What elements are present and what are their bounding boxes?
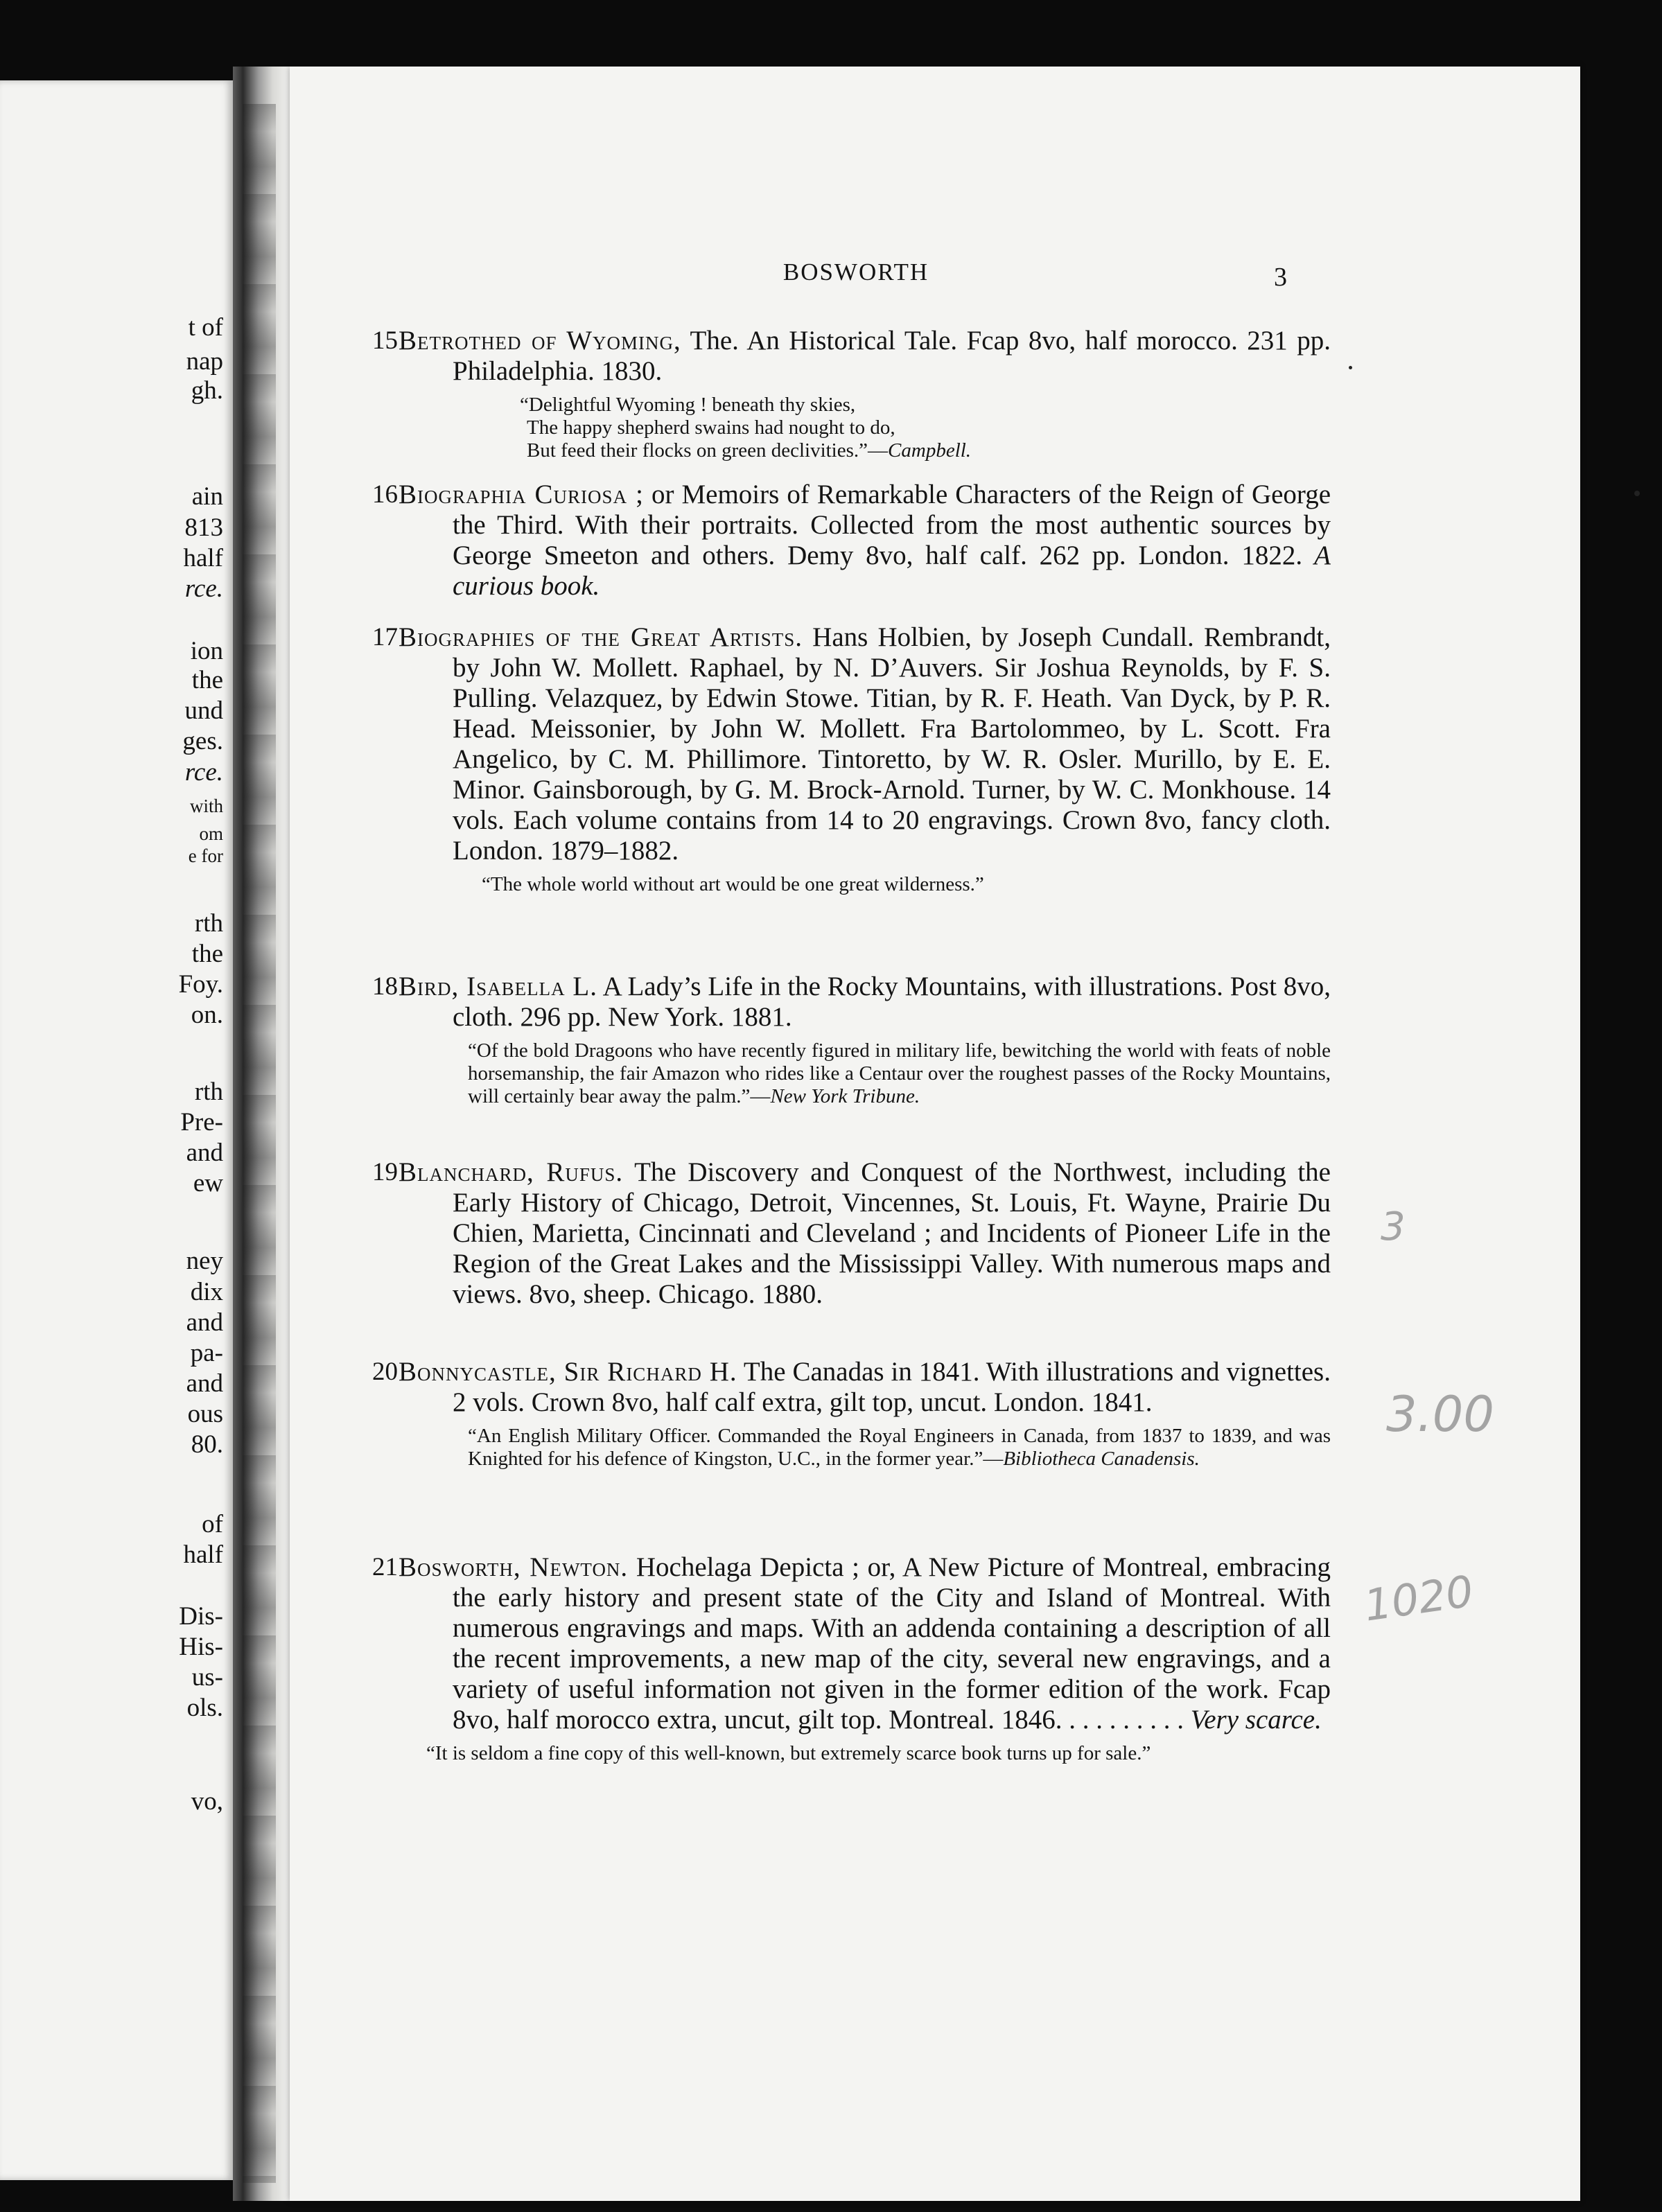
catalogue-entry: [372, 622, 1331, 896]
previous-page-text-fragment: rth: [194, 909, 223, 938]
previous-page-text-fragment: Dis-: [179, 1602, 223, 1631]
entry-heading: Blanchard, Rufus.: [399, 1157, 624, 1187]
previous-page-edge: [0, 80, 233, 2180]
previous-page-text-fragment: nap: [186, 347, 223, 376]
quote-line: “Delightful Wyoming ! beneath thy skies,: [520, 394, 856, 416]
catalogue-entry: [372, 480, 1331, 602]
previous-page-text-fragment: Foy.: [178, 970, 223, 999]
previous-page-text-fragment: and: [186, 1369, 223, 1398]
entry-number: 16: [372, 480, 398, 509]
gutter-shadow: [243, 104, 276, 2183]
previous-page-text-fragment: us-: [191, 1663, 223, 1692]
dust-speck: [1349, 366, 1352, 369]
quote-source: Campbell.: [888, 439, 972, 462]
previous-page-text-fragment: the: [191, 666, 223, 694]
entry-text: The Canadas in 1841. With illustrations and vignettes. 2 vols. Crown 8vo, half calf extra, gilt top, uncut. London. 1841.: [453, 1357, 1331, 1417]
previous-page-text-fragment: ges.: [182, 727, 223, 755]
entry-quote: [520, 394, 1331, 462]
entry-heading: Biographia Curiosa ;: [399, 480, 644, 509]
quote-line: The happy shepherd swains had nought to do,: [527, 416, 895, 439]
entry-description: [399, 622, 1331, 866]
pencil-annotation: 1020: [1361, 1565, 1477, 1631]
previous-page-text-fragment: om: [199, 823, 223, 844]
dust-speck: [1634, 491, 1640, 496]
catalogue-entry: [372, 1157, 1331, 1310]
previous-page-text-fragment: and: [186, 1139, 223, 1167]
previous-page-text-fragment: ols.: [186, 1694, 223, 1722]
previous-page-text-fragment: Pre-: [180, 1108, 223, 1136]
previous-page-text-fragment: dix: [190, 1278, 223, 1306]
previous-page-text-fragment: vo,: [191, 1787, 223, 1816]
previous-page-text-fragment: t of: [188, 313, 223, 342]
entry-heading: Bosworth, Newton.: [399, 1552, 629, 1582]
previous-page-text-fragment: ew: [193, 1169, 223, 1197]
previous-page-text-fragment: ney: [186, 1247, 223, 1275]
previous-page-text-fragment: und: [184, 696, 223, 725]
previous-page-text-fragment: His-: [179, 1633, 223, 1661]
catalogue-entry: [372, 972, 1331, 1108]
page-number: 3: [1274, 263, 1287, 292]
entry-text: A Lady’s Life in the Rocky Mountains, with illustrations. Post 8vo, cloth. 296 pp. New York. 1881.: [453, 972, 1331, 1032]
previous-page-text-fragment: ain: [191, 482, 223, 511]
quote-source: New York Tribune.: [770, 1085, 920, 1107]
previous-page-text-fragment: rth: [194, 1078, 223, 1106]
previous-page-text-fragment: 813: [184, 514, 223, 542]
entry-description: [399, 1357, 1331, 1418]
quote-text: “An English Military Officer. Commanded the Royal Engineers in Canada, from 1837 to 1839, and was Knighted for his defence of Kingston, U.C., in the former year.”—: [468, 1425, 1331, 1470]
previous-page-text-fragment: and: [186, 1308, 223, 1337]
entry-description: [399, 480, 1331, 602]
entry-note: A curious book.: [453, 541, 1331, 601]
entry-quote: “It is seldom a fine copy of this well-known, but extremely scarce book turns up for sale.”: [426, 1742, 1151, 1764]
catalogue-entry: [372, 1552, 1331, 1765]
catalogue-entry: [372, 1357, 1331, 1471]
entry-number: 18: [372, 972, 398, 1001]
entry-heading: Betrothed of Wyoming,: [399, 326, 681, 356]
entry-quote: [468, 1039, 1331, 1108]
entry-text: or Memoirs of Remarkable Characters of the Reign of George the Third. With their portraits. Collected from the most authentic sources by George Smeeton and others. Demy 8vo, half calf. 262 pp. London. 1822.: [453, 480, 1331, 570]
entry-text: Hochelaga Depicta ; or, A New Picture of Montreal, embracing the early history and present state of the City and Island of Montreal. With numerous engravings and maps. With an addenda containing a description of all the recent improvements, a new map of the city, several new engravings, and a variety of useful information not given in the former edition of the work. Fcap 8vo, half morocco extra, uncut, gilt top. Montreal. 1846. . . . . . . . . .: [453, 1552, 1331, 1735]
quote-source: Bibliotheca Canadensis.: [1003, 1448, 1200, 1470]
entry-number: 19: [372, 1158, 398, 1186]
entry-number: 17: [372, 623, 398, 651]
previous-page-text-fragment: half: [183, 544, 223, 572]
entry-heading: Bird, Isabella L.: [399, 972, 597, 1001]
previous-page-text-fragment: rce.: [184, 574, 223, 603]
previous-page-text-fragment: with: [189, 796, 223, 816]
entry-number: 15: [372, 326, 398, 355]
catalogue-entry: [372, 326, 1331, 462]
previous-page-text-fragment: ion: [190, 637, 223, 665]
entry-text: The. An Historical Tale. Fcap 8vo, half morocco. 231 pp. Philadelphia. 1830.: [453, 326, 1331, 386]
previous-page-text-fragment: rce.: [184, 758, 223, 787]
entry-note: Very scarce.: [1183, 1705, 1322, 1735]
entry-number: 20: [372, 1358, 398, 1386]
previous-page-text-fragment: half: [183, 1540, 223, 1569]
previous-page-text-fragment: of: [202, 1510, 223, 1538]
entry-heading: Bonnycastle, Sir Richard H.: [399, 1357, 737, 1387]
pencil-annotation: 3: [1381, 1204, 1406, 1249]
previous-page-text-fragment: e for: [188, 845, 223, 866]
previous-page-text-fragment: gh.: [191, 376, 223, 405]
entry-quote: “The whole world without art would be one great wilderness.”: [482, 873, 984, 895]
previous-page-text-fragment: the: [191, 940, 223, 968]
entry-number: 21: [372, 1553, 398, 1581]
entry-description: [399, 972, 1331, 1033]
entry-description: [399, 326, 1331, 387]
entry-quote: [468, 1425, 1331, 1471]
entry-heading: Biographies of the Great Artists.: [399, 622, 803, 652]
pencil-annotation: 3.00: [1386, 1386, 1494, 1443]
previous-page-text-fragment: ous: [187, 1400, 223, 1428]
previous-page-text-fragment: pa-: [190, 1339, 223, 1367]
running-head: BOSWORTH: [782, 258, 929, 286]
entry-description: [399, 1157, 1331, 1310]
previous-page-text-fragment: on.: [191, 1001, 223, 1029]
entry-text: Hans Holbien, by Joseph Cundall. Rembrandt, by John W. Mollett. Raphael, by N. D’Auvers. Sir Joshua Reynolds, by F. S. Pulling. Velazquez, by Edwin Stowe. Titian, by R. F. Heath. Van Dyck, by P. R. Head. Meissonier, by John W. Mollett. Fra Bartolommeo, by L. Scott. Fra Angelico, by C. M. Phillimore. Tintoretto, by W. R. Osler. Murillo, by E. E. Minor. Gainsborough, by G. M. Brock-Arnold. Turner, by W. C. Monkhouse. 14 vols. Each volume contains from 14 to 20 engravings. Crown 8vo, fancy cloth. London. 1879–1882.: [453, 622, 1331, 866]
previous-page-text-fragment: 80.: [191, 1430, 223, 1459]
entry-text: The Discovery and Conquest of the Northwest, including the Early History of Chicago, Detroit, Vincennes, St. Louis, Ft. Wayne, Prairie Du Chien, Marietta, Cincinnati and Cleveland ; and Incidents of Pioneer Life in the Region of the Great Lakes and the Mississippi Valley. With numerous maps and views. 8vo, sheep. Chicago. 1880.: [453, 1157, 1331, 1309]
quote-text: “Of the bold Dragoons who have recently figured in military life, bewitching the world with feats of noble horsemanship, the fair Amazon who rides like a Centaur over the roughest passes of the Rocky Mountains, will certainly bear away the palm.”—: [468, 1039, 1331, 1107]
quote-line: But feed their flocks on green declivities.”—: [527, 439, 889, 462]
entry-description: [399, 1552, 1331, 1735]
